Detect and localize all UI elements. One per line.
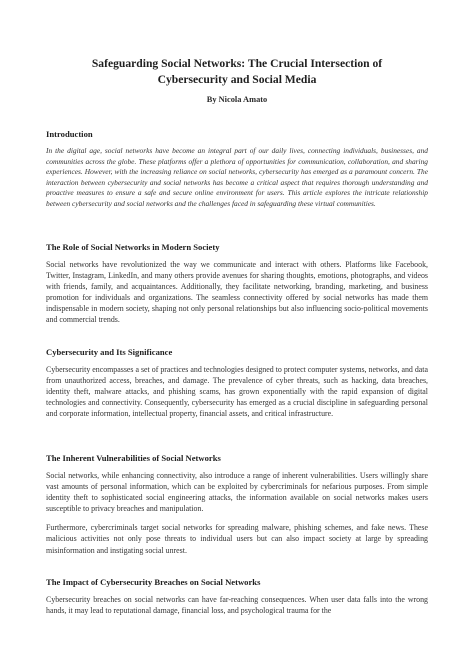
section-role-of-social-networks: [46, 241, 428, 326]
section-heading: Introduction: [46, 129, 93, 139]
byline: By Nicola Amato: [206, 95, 268, 104]
section-heading: The Impact of Cybersecurity Breaches on Social Networks: [46, 577, 261, 587]
section-cybersecurity-significance: [46, 346, 428, 419]
section-inherent-vulnerabilities: [46, 452, 428, 556]
section-paragraph: Social networks, while enhancing connectivity, also introduce a range of inherent vulnerabilities. Users willingly share vast amounts of personal information, which can be exploited by cybercriminals for nefarious purposes. From simple identity theft to sophisticated social engineering attacks, the information available on social networks makes users susceptible to privacy breaches and manipulation.: [46, 471, 428, 514]
section-paragraph: In the digital age, social networks have become an integral part of our daily lives, connecting individuals, businesses, and communities across the globe. These platforms offer a plethora of opportunities for communication, collaboration, and sharing experiences. However, with the increasing reliance on social networks, cybersecurity has emerged as a paramount concern. The interaction between cybersecurity and social networks has become a critical aspect that requires thorough understanding and proactive measures to ensure a safe and secure online environment for users. This article explores the intricate relationship between cybersecurity and social networks and the challenges faced in safeguarding these virtual communities.: [46, 146, 428, 208]
section-heading: The Inherent Vulnerabilities of Social Networks: [46, 453, 221, 463]
document-title: [40, 56, 434, 88]
section-heading: Cybersecurity and Its Significance: [46, 347, 173, 357]
section-paragraph: Cybersecurity encompasses a set of practices and technologies designed to protect computer systems, networks, and data from unauthorized access, breaches, and damage. The prevalence of cyber threats, such as hacking, data breaches, identity theft, malware attacks, and phishing scams, has grown exponentially with the rapid expansion of digital technologies and connectivity. Consequently, cybersecurity has emerged as a crucial discipline in safeguarding personal and corporate information, intellectual property, financial assets, and critical infrastructure.: [46, 365, 428, 419]
section-impact-of-breaches: [46, 576, 428, 616]
section-introduction: [46, 128, 428, 210]
title-line-2: Cybersecurity and Social Media: [157, 73, 317, 86]
section-paragraph: Social networks have revolutionized the way we communicate and interact with others. Platforms like Facebook, Twitter, Instagram, LinkedIn, and many others provide avenues for sharing thoughts, emotions, photographs, and videos with friends, family, and acquaintances. Additionally, they facilitate networking, branding, marketing, and business promotion for individuals and organizations. The seamless connectivity offered by social networks has made them indispensable in modern society, shaping not only personal relationships but also influencing socio-political movements and commercial trends.: [46, 260, 428, 325]
title-line-1: Safeguarding Social Networks: The Crucial Intersection of: [91, 57, 383, 70]
section-paragraph: Cybersecurity breaches on social networks can have far-reaching consequences. When user data falls into the wrong hands, it may lead to reputational damage, financial loss, and psychological trauma for the: [46, 595, 428, 616]
section-heading: The Role of Social Networks in Modern Society: [46, 242, 220, 252]
section-paragraph: Furthermore, cybercriminals target social networks for spreading malware, phishing schemes, and fake news. These malicious activities not only pose threats to individual users but can also impact society at large by spreading misinformation and instigating social unrest.: [46, 523, 428, 555]
